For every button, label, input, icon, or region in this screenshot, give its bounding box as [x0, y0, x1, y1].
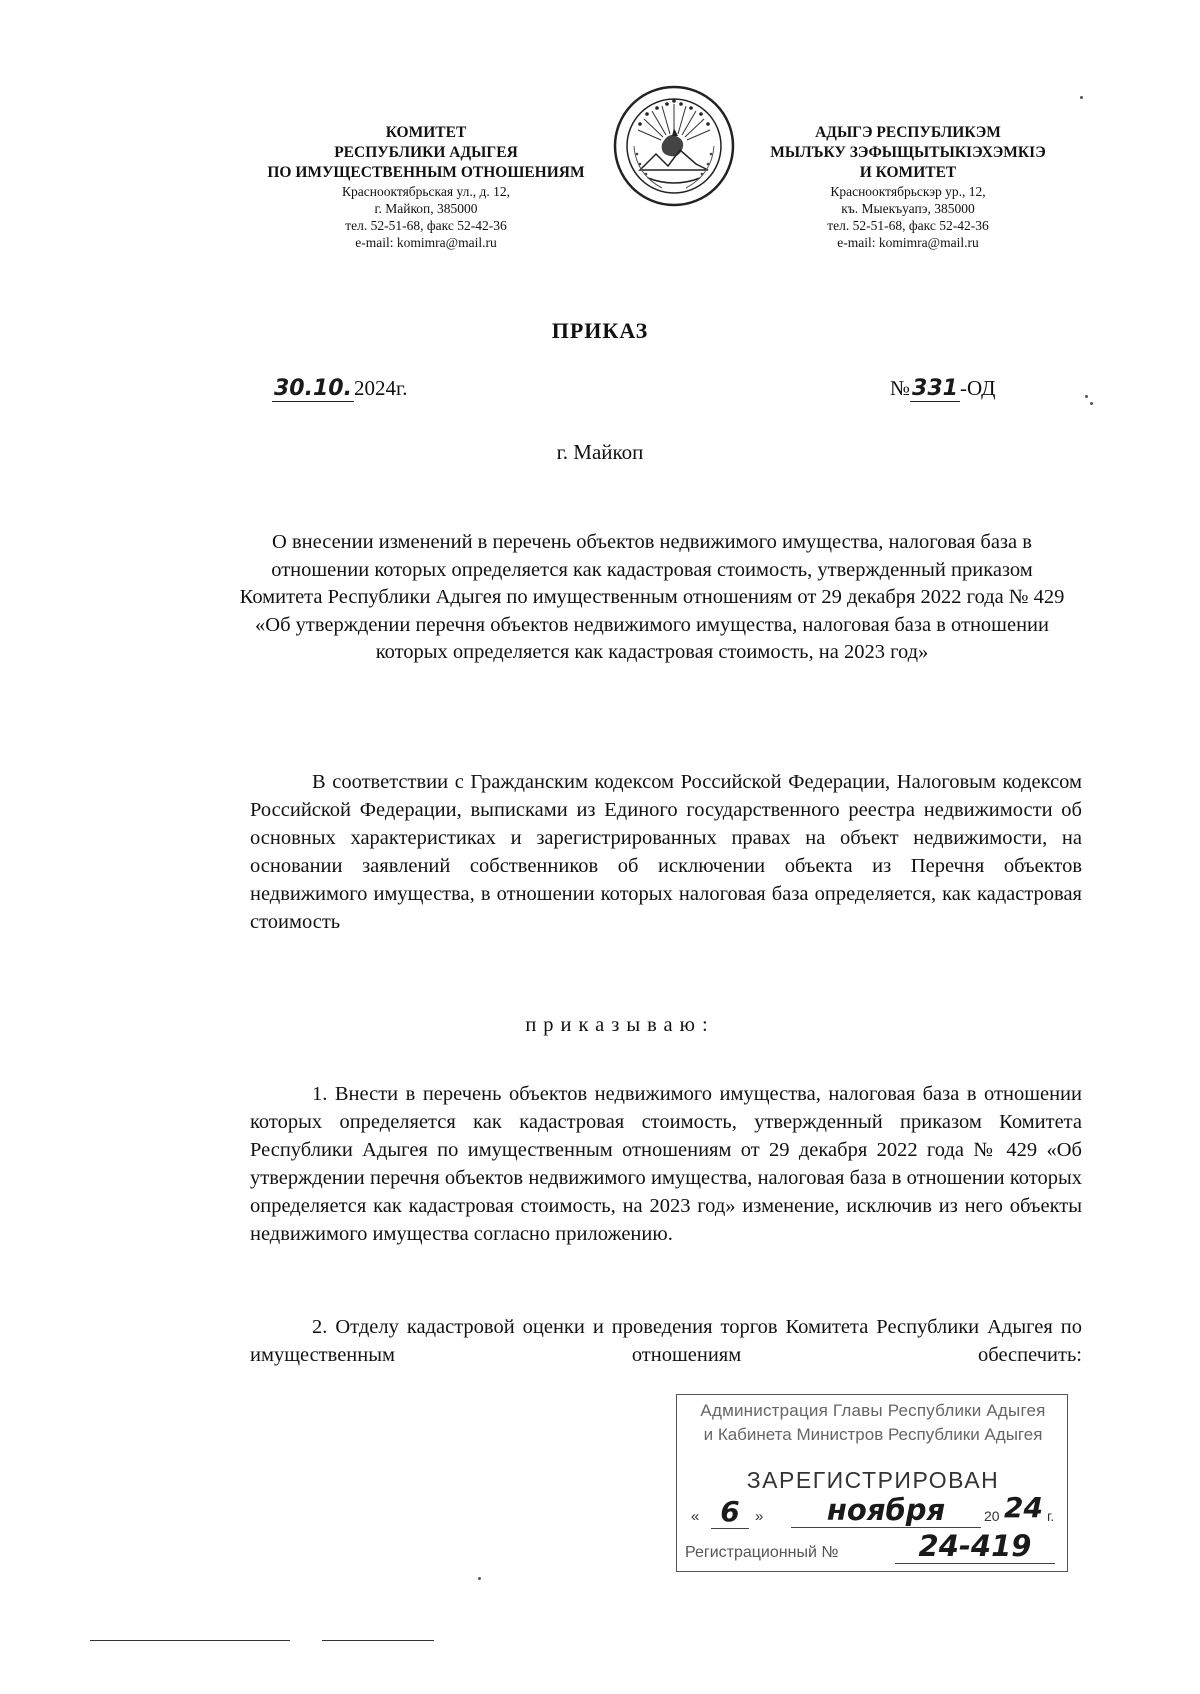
org-name-ady-line-1: АДЫГЭ РЕСПУБЛИКЭМ — [815, 124, 1001, 141]
stamp-line-1: Администрация Главы Республики Адыгея — [700, 1401, 1046, 1420]
stamp-status: ЗАРЕГИСТРИРОВАН — [746, 1467, 1000, 1493]
stamp-reg-label: Регистрационный № — [685, 1544, 839, 1561]
republic-adygea-coat-of-arms-icon — [612, 84, 736, 208]
number-prefix: № — [890, 376, 911, 400]
footer-rule-left — [90, 1640, 290, 1641]
stamp-line-2: и Кабинета Министров Республики Адыгея — [703, 1425, 1043, 1444]
org-name-ru-line-2: РЕСПУБЛИКИ АДЫГЕЯ — [334, 144, 518, 161]
stamp-month: ноября — [791, 1493, 981, 1528]
preamble-text: В соответствии с Гражданским кодексом Российской Федерации, Налоговым кодексом Российской Федерации, выписками из Единого государственного реестра недвижимости об основных характеристиках и зарегистрированных правах на объект недвижимости, на основании заявлений собственников об исключении объекта из Перечня объектов недвижимого имущества, в отношении которых налоговая база определяется, как кадастровая стоимость — [250, 771, 1082, 933]
stamp-year-suffix: г. — [1047, 1508, 1055, 1524]
stamp-day: 6 — [711, 1495, 749, 1529]
address-ru-line-2: г. Майкоп, 385000 — [374, 201, 478, 216]
scan-mark — [1085, 395, 1088, 398]
phone-ru: тел. 52-51-68, факс 52-42-36 — [345, 218, 507, 233]
email-ru: e-mail: komimra@mail.ru — [355, 235, 497, 250]
order-item-1 — [250, 1080, 1082, 1248]
scan-mark — [1080, 96, 1083, 99]
header-right — [745, 123, 1071, 251]
stamp-open-quote: « — [691, 1508, 700, 1525]
stamp-year: 24 — [1004, 1491, 1043, 1524]
order-item-2-text: 2. Отделу кадастровой оценки и проведения торгов Комитета Республики Адыгея по имущественным отношениям обеспечить: — [250, 1316, 1082, 1366]
org-name-ru-line-3: ПО ИМУЩЕСТВЕННЫМ ОТНОШЕНИЯМ — [267, 164, 585, 181]
address-ru-line-1: Краснооктябрьская ул., д. 12, — [342, 184, 510, 199]
handwritten-date: 30.10. — [274, 376, 352, 401]
order-item-1-text: 1. Внести в перечень объектов недвижимого имущества, налоговая база в отношении которых определяется как кадастровая стоимость, утвержденный приказом Комитета Республики Адыгея по имущественным отношениям от 29 декабря 2022 года № 429 «Об утверждении перечня объектов недвижимого имущества, налоговая база в отношении которых определяется как кадастровая стоимость, на 2023 год» изменение, исключив из него объекты недвижимого имущества согласно приложению. — [250, 1083, 1082, 1245]
footer-rule-right — [322, 1640, 434, 1641]
printed-year: 2024г. — [353, 376, 408, 400]
order-item-2 — [250, 1313, 1082, 1369]
stamp-year-prefix: 20 — [984, 1508, 1000, 1524]
stamp-reg-number: 24-419 — [895, 1529, 1055, 1564]
registration-stamp — [676, 1394, 1068, 1572]
document-date — [272, 376, 407, 402]
email-ady: e-mail: komimra@mail.ru — [837, 235, 979, 250]
address-ady-line-2: къ. Мыекъуапэ, 385000 — [841, 201, 975, 216]
org-name-ady-line-2: МЫЛЪКУ ЗЭФЫЩЫТЫКIЭХЭМКIЭ — [770, 144, 1046, 161]
city: г. Майкоп — [556, 440, 644, 464]
scan-mark — [1090, 402, 1093, 405]
stamp-close-quote: » — [755, 1508, 764, 1525]
document-title: ПРИКАЗ — [551, 318, 649, 343]
org-name-ady-line-3: И КОМИТЕТ — [859, 164, 957, 181]
org-name-ru-line-1: КОМИТЕТ — [385, 124, 467, 141]
phone-ady: тел. 52-51-68, факс 52-42-36 — [827, 218, 989, 233]
header-left — [245, 123, 607, 251]
document-number — [890, 376, 995, 402]
address-ady-line-1: Краснооктябрьскэр ур., 12, — [830, 184, 986, 199]
document-subject: О внесении изменений в перечень объектов недвижимого имущества, налоговая база в отношении которых определяется как кадастровая стоимость, утвержденный приказом Комитета Республики Адыгея по имущественным отношениям от 29 декабря 2022 года № 429 «Об утверждении перечня объектов недвижимого имущества, налоговая база в отношении которых определяется как кадастровая стоимость, на 2023 год» — [239, 531, 1065, 664]
number-suffix: -ОД — [959, 376, 996, 400]
handwritten-number: 331 — [912, 376, 958, 401]
preamble — [250, 768, 1082, 936]
scan-mark — [478, 1577, 481, 1580]
order-word: приказываю: — [525, 1014, 715, 1036]
